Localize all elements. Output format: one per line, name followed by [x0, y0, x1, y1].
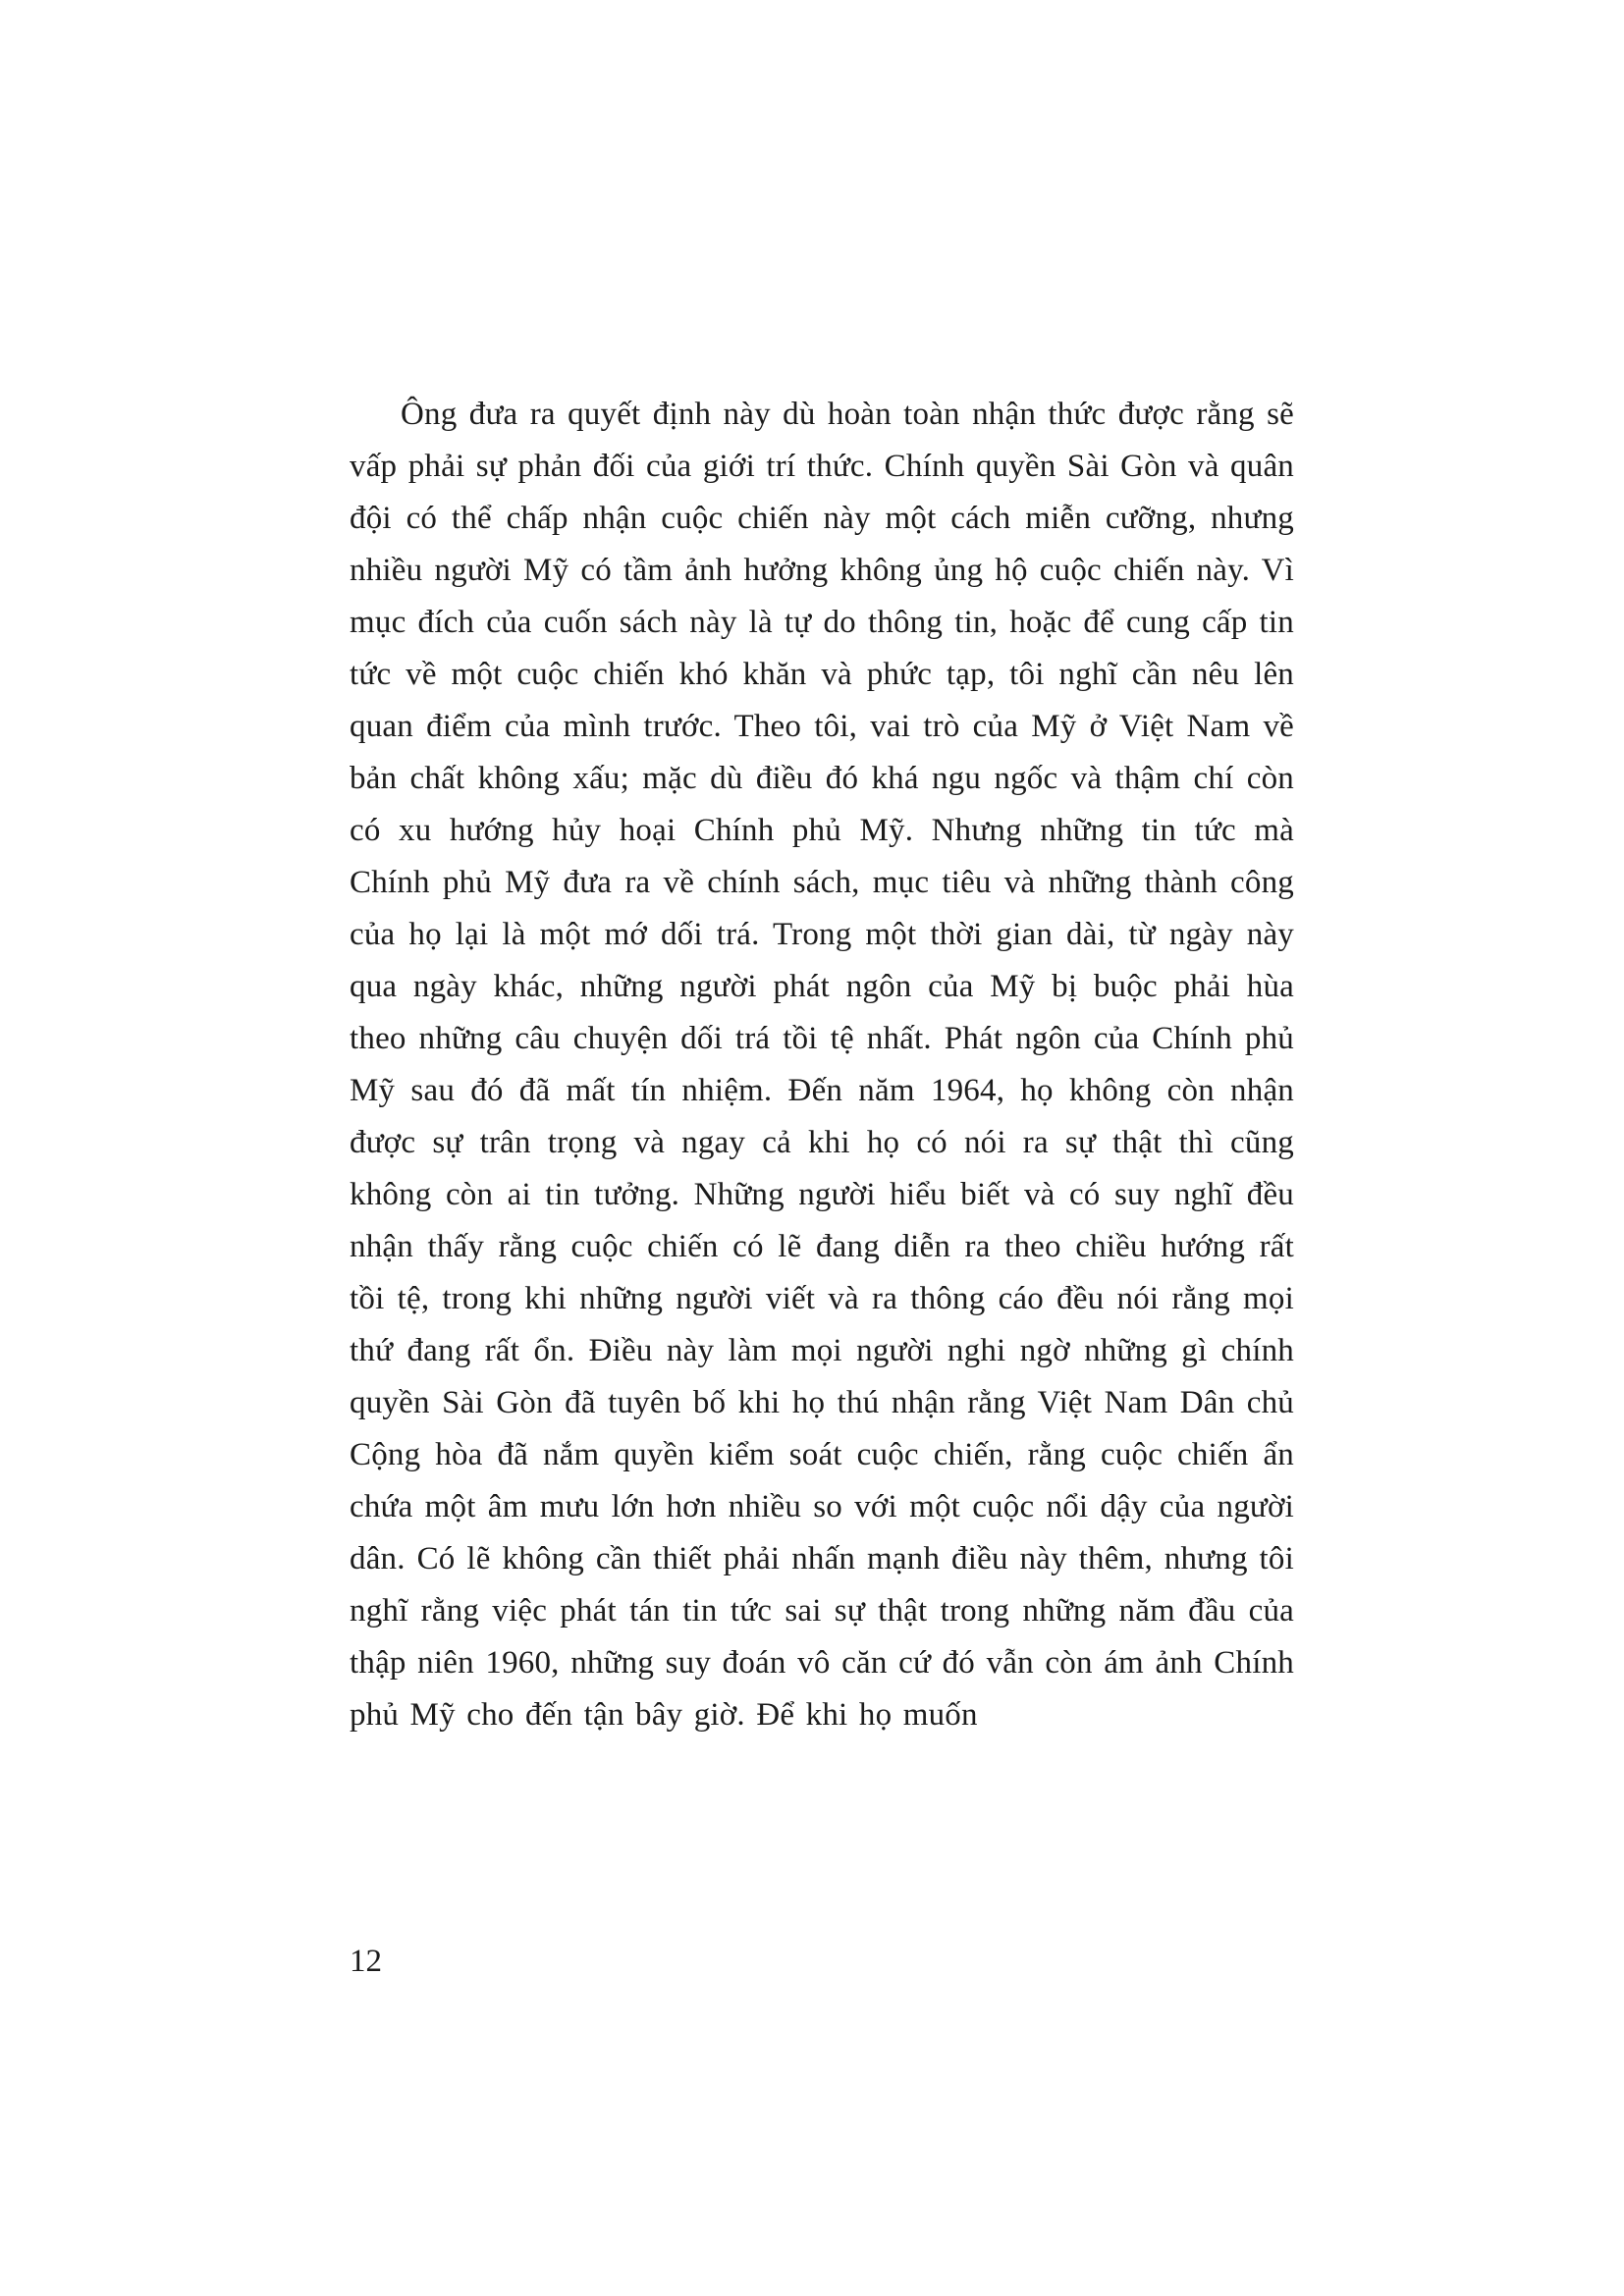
page-number: 12: [350, 1944, 382, 1979]
body-paragraph: Ông đưa ra quyết định này dù hoàn toàn nhận thức được rằng sẽ vấp phải sự phản đối của giới trí thức. Chính quyền Sài Gòn và quân đội có thể chấp nhận cuộc chiến này một cách miễn cưỡng, nhưng nhiều người Mỹ có tầm ảnh hưởng không ủng hộ cuộc chiến này. Vì mục đích của cuốn sách này là tự do thông tin, hoặc để cung cấp tin tức về một cuộc chiến khó khăn và phức tạp, tôi nghĩ cần nêu lên quan điểm của mình trước. Theo tôi, vai trò của Mỹ ở Việt Nam về bản chất không xấu; mặc dù điều đó khá ngu ngốc và thậm chí còn có xu hướng hủy hoại Chính phủ Mỹ. Nhưng những tin tức mà Chính phủ Mỹ đưa ra về chính sách, mục tiêu và những thành công của họ lại là một mớ dối trá. Trong một thời gian dài, từ ngày này qua ngày khác, những người phát ngôn của Mỹ bị buộc phải hùa theo những câu chuyện dối trá tồi tệ nhất. Phát ngôn của Chính phủ Mỹ sau đó đã mất tín nhiệm. Đến năm 1964, họ không còn nhận được sự trân trọng và ngay cả khi họ có nói ra sự thật thì cũng không còn ai tin tưởng. Những người hiểu biết và có suy nghĩ đều nhận thấy rằng cuộc chiến có lẽ đang diễn ra theo chiều hướng rất tồi tệ, trong khi những người viết và ra thông cáo đều nói rằng mọi thứ đang rất ổn. Điều này làm mọi người nghi ngờ những gì chính quyền Sài Gòn đã tuyên bố khi họ thú nhận rằng Việt Nam Dân chủ Cộng hòa đã nắm quyền kiểm soát cuộc chiến, rằng cuộc chiến ẩn chứa một âm mưu lớn hơn nhiều so với một cuộc nổi dậy của người dân. Có lẽ không cần thiết phải nhấn mạnh điều này thêm, nhưng tôi nghĩ rằng việc phát tán tin tức sai sự thật trong những năm đầu của thập niên 1960, những suy đoán vô căn cứ đó vẫn còn ám ảnh Chính phủ Mỹ cho đến tận bây giờ. Để khi họ muốn: [350, 397, 1294, 1733]
